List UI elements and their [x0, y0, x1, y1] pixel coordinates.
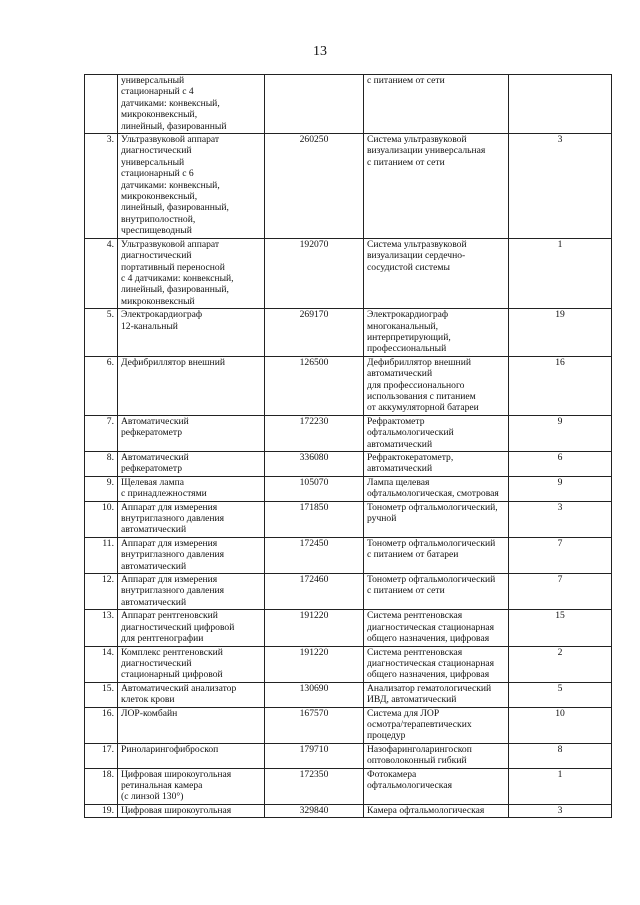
table-row — [85, 134, 612, 239]
row-number-cell: 9. — [85, 476, 118, 501]
nomenclature-code-cell: 172350 — [265, 768, 364, 804]
table-row — [85, 804, 612, 817]
table-row — [85, 768, 612, 804]
equipment-name-cell: Риноларингофиброскоп — [118, 743, 265, 768]
equipment-name-cell: Аппарат для измерения внутриглазного давления автоматический — [118, 501, 265, 537]
equipment-type-cell: Рефрактометр офтальмологический автоматический — [364, 415, 509, 451]
page-number: 13 — [313, 44, 327, 59]
equipment-type-cell: Дефибриллятор внешний автоматический для профессионального использования с питанием от аккумуляторной батареи — [364, 356, 509, 415]
row-number-cell: 8. — [85, 452, 118, 477]
nomenclature-code-cell: 130690 — [265, 682, 364, 707]
equipment-type-cell: Тонометр офтальмологический, ручной — [364, 501, 509, 537]
equipment-name-cell: Ультразвуковой аппарат диагностический портативный переносной с 4 датчиками: конвексный, линейный, фазированный, микроконвексный — [118, 238, 265, 308]
nomenclature-code-cell: 329840 — [265, 804, 364, 817]
row-number-cell: 7. — [85, 415, 118, 451]
table-row — [85, 238, 612, 308]
quantity-cell — [509, 75, 612, 134]
table-row — [85, 75, 612, 134]
row-number-cell: 17. — [85, 743, 118, 768]
quantity-cell: 7 — [509, 574, 612, 610]
row-number-cell: 4. — [85, 238, 118, 308]
row-number-cell: 10. — [85, 501, 118, 537]
quantity-cell: 2 — [509, 646, 612, 682]
equipment-name-cell: ЛОР-комбайн — [118, 707, 265, 743]
nomenclature-code-cell: 269170 — [265, 309, 364, 357]
quantity-cell: 8 — [509, 743, 612, 768]
equipment-type-cell: Тонометр офтальмологический с питанием от батареи — [364, 537, 509, 573]
row-number-cell: 15. — [85, 682, 118, 707]
quantity-cell: 16 — [509, 356, 612, 415]
nomenclature-code-cell: 191220 — [265, 646, 364, 682]
quantity-cell: 3 — [509, 501, 612, 537]
quantity-cell: 9 — [509, 476, 612, 501]
equipment-name-cell: Ультразвуковой аппарат диагностический универсальный стационарный с 6 датчиками: конвексный, микроконвексный, линейный, фазированный, внутриполостной, чреспищеводный — [118, 134, 265, 239]
nomenclature-code-cell: 260250 — [265, 134, 364, 239]
table-row — [85, 415, 612, 451]
equipment-name-cell: Электрокардиограф 12-канальный — [118, 309, 265, 357]
equipment-name-cell: Дефибриллятор внешний — [118, 356, 265, 415]
equipment-type-cell: Электрокардиограф многоканальный, интерпретирующий, профессиональный — [364, 309, 509, 357]
row-number-cell — [85, 75, 118, 134]
equipment-name-cell: Автоматический анализатор клеток крови — [118, 682, 265, 707]
equipment-type-cell: Тонометр офтальмологический с питанием от сети — [364, 574, 509, 610]
row-number-cell: 19. — [85, 804, 118, 817]
quantity-cell: 3 — [509, 134, 612, 239]
row-number-cell: 12. — [85, 574, 118, 610]
table-row — [85, 707, 612, 743]
table-row — [85, 537, 612, 573]
quantity-cell: 1 — [509, 768, 612, 804]
table-row — [85, 743, 612, 768]
table-row — [85, 610, 612, 646]
equipment-type-cell: Система для ЛОР осмотра/терапевтических процедур — [364, 707, 509, 743]
nomenclature-code-cell: 171850 — [265, 501, 364, 537]
equipment-type-cell: Фотокамера офтальмологическая — [364, 768, 509, 804]
nomenclature-code-cell: 172230 — [265, 415, 364, 451]
table-row — [85, 356, 612, 415]
equipment-name-cell: Комплекс рентгеновский диагностический стационарный цифровой — [118, 646, 265, 682]
quantity-cell: 7 — [509, 537, 612, 573]
equipment-name-cell: Аппарат рентгеновский диагностический цифровой для рентгенографии — [118, 610, 265, 646]
quantity-cell: 19 — [509, 309, 612, 357]
equipment-type-cell: Система ультразвуковой визуализации сердечно- сосудистой системы — [364, 238, 509, 308]
row-number-cell: 16. — [85, 707, 118, 743]
equipment-name-cell: Цифровая широкоугольная ретинальная камера (с линзой 130°) — [118, 768, 265, 804]
row-number-cell: 18. — [85, 768, 118, 804]
equipment-type-cell: Система ультразвуковой визуализации универсальная с питанием от сети — [364, 134, 509, 239]
table-row — [85, 501, 612, 537]
nomenclature-code-cell: 336080 — [265, 452, 364, 477]
equipment-name-cell: Автоматический рефкератометр — [118, 452, 265, 477]
table-row — [85, 646, 612, 682]
equipment-name-cell: Цифровая широкоугольная — [118, 804, 265, 817]
table-row — [85, 452, 612, 477]
nomenclature-code-cell: 172450 — [265, 537, 364, 573]
equipment-type-cell: с питанием от сети — [364, 75, 509, 134]
table-row — [85, 682, 612, 707]
row-number-cell: 5. — [85, 309, 118, 357]
equipment-name-cell: Автоматический рефкератометр — [118, 415, 265, 451]
equipment-type-cell: Рефрактокератометр, автоматический — [364, 452, 509, 477]
equipment-table — [84, 74, 612, 818]
quantity-cell: 9 — [509, 415, 612, 451]
quantity-cell: 1 — [509, 238, 612, 308]
equipment-name-cell: Аппарат для измерения внутриглазного давления автоматический — [118, 574, 265, 610]
nomenclature-code-cell: 105070 — [265, 476, 364, 501]
table-row — [85, 476, 612, 501]
quantity-cell: 6 — [509, 452, 612, 477]
table-row — [85, 309, 612, 357]
nomenclature-code-cell: 126500 — [265, 356, 364, 415]
row-number-cell: 3. — [85, 134, 118, 239]
row-number-cell: 13. — [85, 610, 118, 646]
nomenclature-code-cell — [265, 75, 364, 134]
row-number-cell: 6. — [85, 356, 118, 415]
quantity-cell: 15 — [509, 610, 612, 646]
row-number-cell: 11. — [85, 537, 118, 573]
quantity-cell: 3 — [509, 804, 612, 817]
equipment-type-cell: Анализатор гематологический ИВД, автоматический — [364, 682, 509, 707]
equipment-name-cell: универсальный стационарный с 4 датчиками: конвексный, микроконвексный, линейный, фазированный — [118, 75, 265, 134]
nomenclature-code-cell: 179710 — [265, 743, 364, 768]
quantity-cell: 10 — [509, 707, 612, 743]
nomenclature-code-cell: 191220 — [265, 610, 364, 646]
nomenclature-code-cell: 192070 — [265, 238, 364, 308]
nomenclature-code-cell: 172460 — [265, 574, 364, 610]
nomenclature-code-cell: 167570 — [265, 707, 364, 743]
equipment-name-cell: Щелевая лампа с принадлежностями — [118, 476, 265, 501]
equipment-type-cell: Лампа щелевая офтальмологическая, смотровая — [364, 476, 509, 501]
equipment-type-cell: Назофаринголарингоскоп оптоволоконный гибкий — [364, 743, 509, 768]
equipment-type-cell: Камера офтальмологическая — [364, 804, 509, 817]
quantity-cell: 5 — [509, 682, 612, 707]
equipment-type-cell: Система рентгеновская диагностическая стационарная общего назначения, цифровая — [364, 646, 509, 682]
equipment-name-cell: Аппарат для измерения внутриглазного давления автоматический — [118, 537, 265, 573]
row-number-cell: 14. — [85, 646, 118, 682]
table-row — [85, 574, 612, 610]
equipment-type-cell: Система рентгеновская диагностическая стационарная общего назначения, цифровая — [364, 610, 509, 646]
table-body — [85, 75, 612, 818]
